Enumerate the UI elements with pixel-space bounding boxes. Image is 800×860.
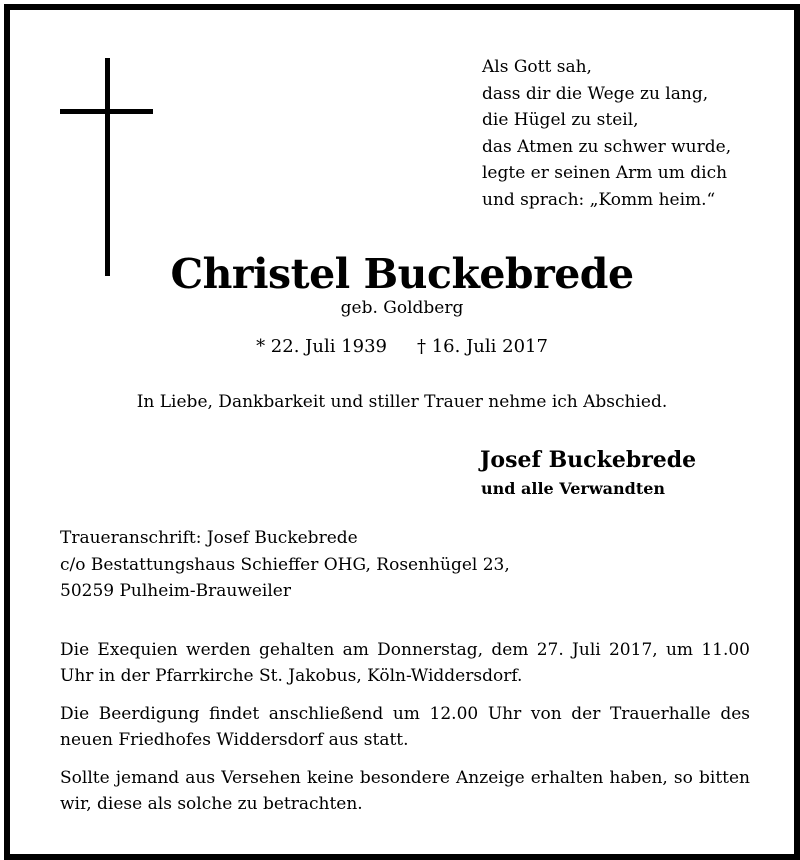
address-line: Traueranschrift: Josef Buckebrede [60, 528, 358, 548]
cross-horizontal-bar [60, 109, 153, 114]
poem-line: legte er seinen Arm um dich [482, 163, 728, 183]
deceased-name: Christel Buckebrede [170, 250, 634, 298]
funeral-mass-paragraph: Die Exequien werden gehalten am Donnerstag, dem 27. Juli 2017, um 11.00 Uhr in der Pfarrkirche St. Jakobus, Köln-Widdersdorf. [60, 640, 750, 686]
address-line: 50259 Pulheim-Brauweiler [60, 581, 291, 601]
mourning-address [60, 525, 510, 605]
mourner-name: Josef Buckebrede [480, 447, 697, 473]
maiden-name: geb. Goldberg [340, 298, 464, 318]
poem-line: dass dir die Wege zu lang, [482, 83, 709, 104]
birth-date: * 22. Juli 1939 [256, 336, 387, 357]
burial-paragraph: Die Beerdigung findet anschließend um 12.00 Uhr von der Trauerhalle des neuen Friedhofes Widdersdorf aus statt. [60, 704, 750, 750]
cross-vertical-bar [105, 58, 110, 276]
poem-line: und sprach: „Komm heim.“ [482, 189, 716, 210]
farewell-text: In Liebe, Dankbarkeit und stiller Trauer nehme ich Abschied. [136, 392, 668, 412]
obituary-frame [4, 4, 800, 860]
poem [482, 54, 782, 213]
poem-line: Als Gott sah, [482, 57, 592, 77]
death-date: † 16. Juli 2017 [417, 336, 548, 357]
poem-line: die Hügel zu steil, [482, 110, 639, 130]
mourner-relatives: und alle Verwandten [481, 479, 666, 498]
address-line: c/o Bestattungshaus Schieffer OHG, Rosenhügel 23, [60, 554, 510, 575]
life-dates [10, 335, 794, 359]
notice-paragraph: Sollte jemand aus Versehen keine besondere Anzeige erhalten haben, so bitten wir, diese als solche zu betrachten. [60, 768, 750, 814]
poem-line: das Atmen zu schwer wurde, [482, 136, 732, 157]
